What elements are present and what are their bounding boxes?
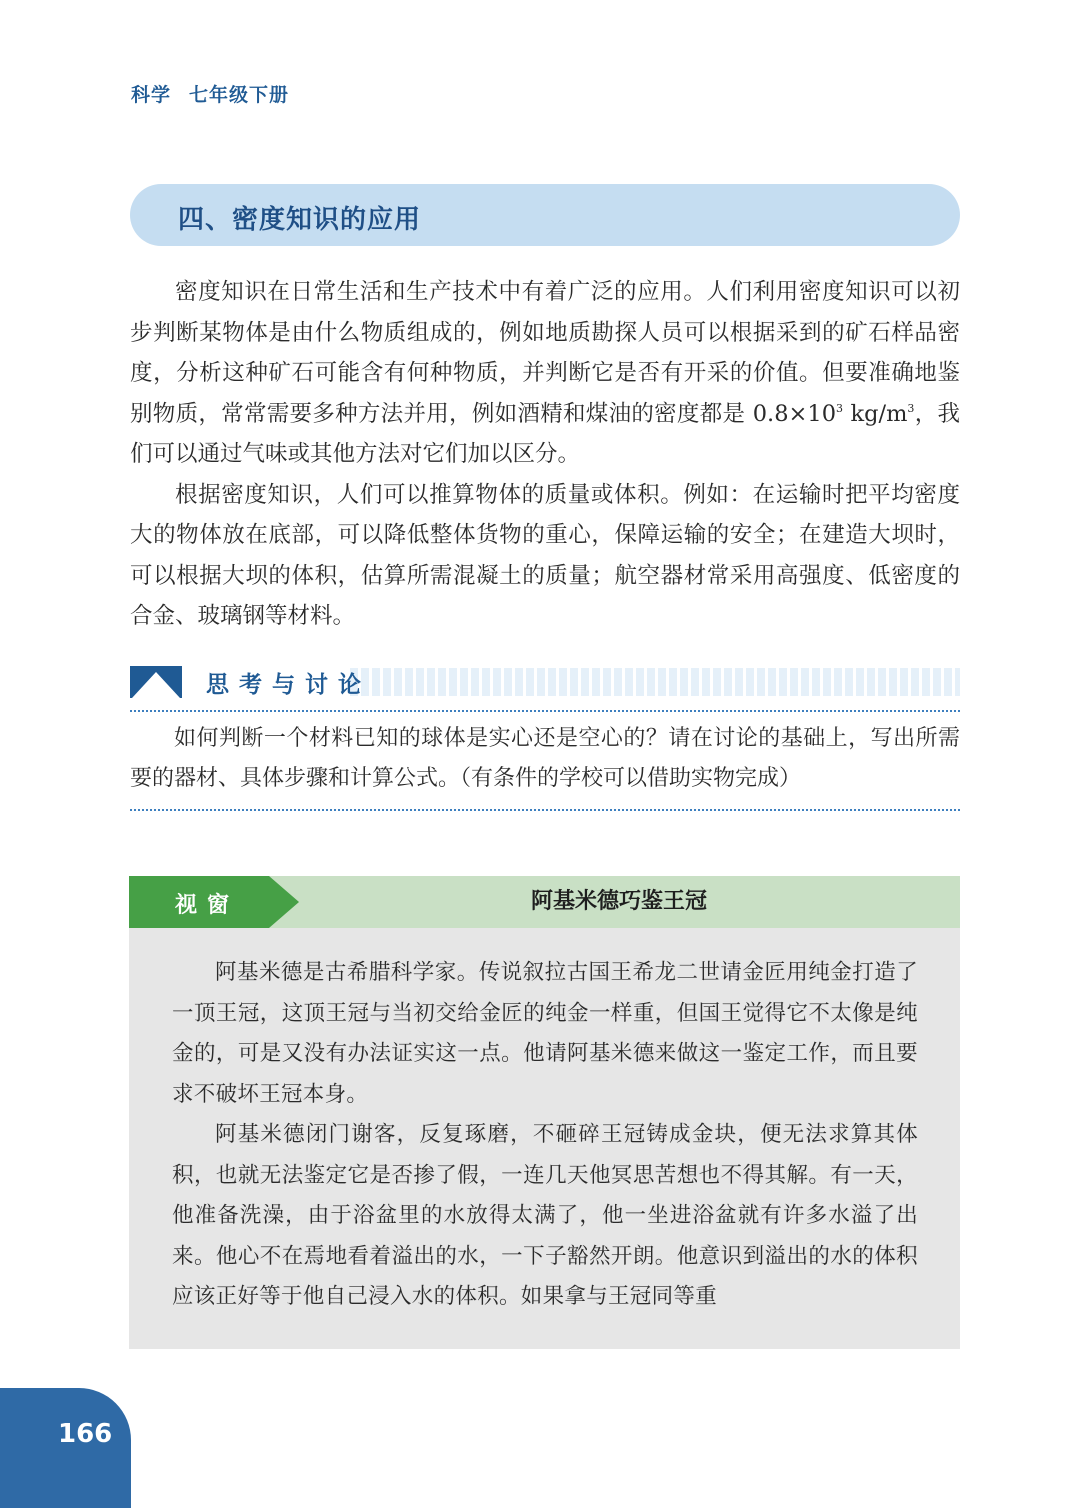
think-discuss-body xyxy=(130,719,960,799)
section-heading-bar xyxy=(130,184,960,246)
roof-icon xyxy=(130,666,182,698)
book-subject: 科学 xyxy=(131,84,172,106)
window-tag-label: 视窗 xyxy=(175,893,240,918)
paragraph-2: 根据密度知识，人们可以推算物体的质量或体积。例如：在运输时把平均密度大的物体放在底部，可以降低整体货物的重心，保障运输的安全；在建造大坝时，可以根据大坝的体积，估算所需混凝土的质量；航空器材常采用高强度、低密度的合金、玻璃钢等材料。 xyxy=(130,481,960,629)
window-body-text xyxy=(172,953,918,1318)
dotted-divider-top xyxy=(130,710,960,712)
section-title: 四、密度知识的应用 xyxy=(178,205,422,235)
window-header xyxy=(129,876,960,928)
main-body-text xyxy=(130,272,960,637)
density-unit: kg/m xyxy=(843,400,908,427)
dotted-divider-bottom xyxy=(130,809,960,811)
paragraph-1-end: ，我们可以通过气味或其他方法对它们加以区分。 xyxy=(130,400,960,467)
window-title: 阿基米德巧鉴王冠 xyxy=(530,889,707,914)
paragraph-1 xyxy=(130,272,960,475)
window-paragraph-2: 阿基米德闭门谢客，反复琢磨，不砸碎王冠铸成金块，便无法求算其体积，也就无法鉴定它是否掺了假，一连几天他冥思苦想也不得其解。有一天，他准备洗澡，由于浴盆里的水放得太满了，他一坐进浴盆就有许多水溢了出来。他心不在焉地看着溢出的水，一下子豁然开朗。他意识到溢出的水的体积应该正好等于他自己浸入水的体积。如果拿与王冠同等重 xyxy=(172,1122,918,1309)
exponent-2: 3 xyxy=(907,401,915,415)
think-discuss-title: 思考与讨论 xyxy=(206,672,371,698)
page-number: 166 xyxy=(58,1419,113,1449)
window-paragraph-1: 阿基米德是古希腊科学家。传说叙拉古国王希龙二世请金匠用纯金打造了一顶王冠，这顶王冠与当初交给金匠的纯金一样重，但国王觉得它不太像是纯金的，可是又没有办法证实这一点。他请阿基米德来做这一鉴定工作，而且要求不破坏王冠本身。 xyxy=(172,960,918,1107)
think-discuss-header xyxy=(130,664,960,700)
book-grade: 七年级下册 xyxy=(189,84,290,106)
exponent-1: 3 xyxy=(836,401,844,415)
paragraph-1-text: 密度知识在日常生活和生产技术中有着广泛的应用。人们利用密度知识可以初步判断某物体是由什么物质组成的，例如地质勘探人员可以根据采到的矿石样品密度，分析这种矿石可能含有何种物质，并判断它是否有开采的价值。但要准确地鉴别物质，常常需要多种方法并用，例如酒精和煤油的密度都是 0.8×10 xyxy=(130,279,960,427)
think-discuss-text: 如何判断一个材料已知的球体是实心还是空心的？请在讨论的基础上，写出所需要的器材、具体步骤和计算公式。（有条件的学校可以借助实物完成） xyxy=(130,726,960,791)
book-header xyxy=(131,80,289,107)
header-stripes xyxy=(350,668,960,696)
